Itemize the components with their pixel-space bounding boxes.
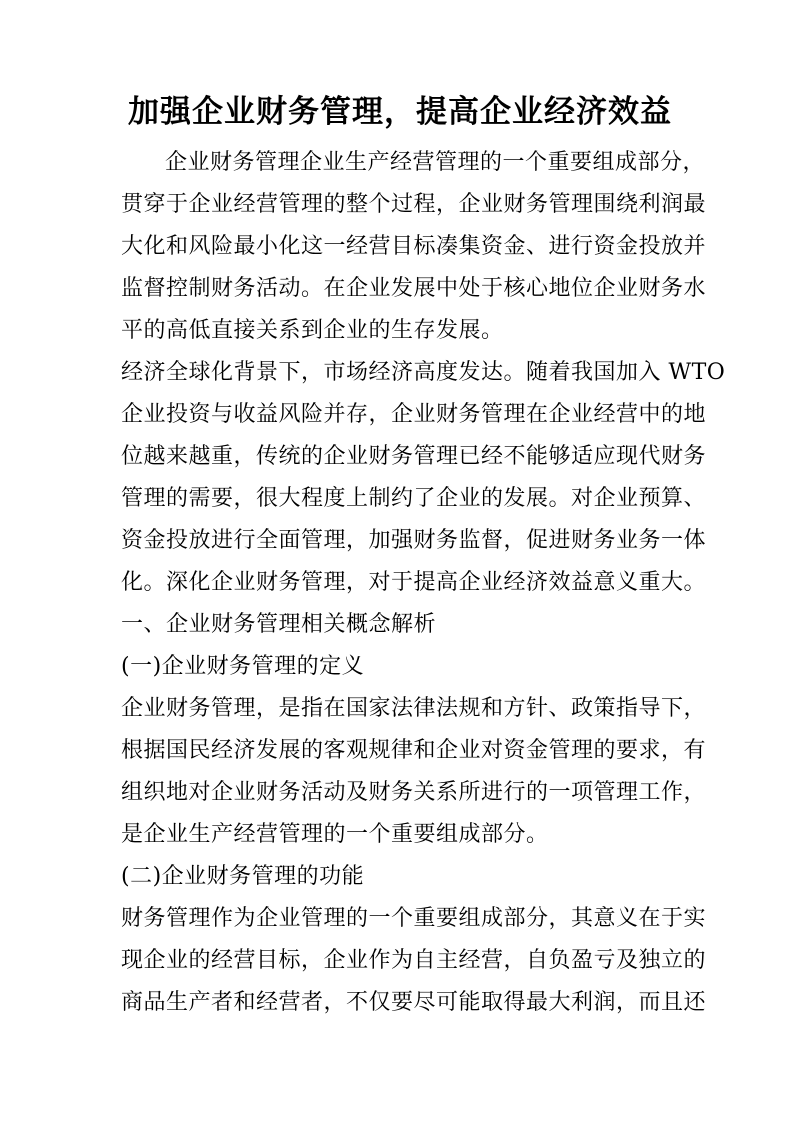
text-line: 财务管理作为企业管理的一个重要组成部分，其意义在于实 — [121, 906, 707, 931]
subsection-heading: (一)企业财务管理的定义 — [121, 654, 365, 679]
section-heading: 一、企业财务管理相关概念解析 — [121, 612, 437, 637]
text-line: 监督控制财务活动。在企业发展中处于核心地位企业财务水 — [121, 276, 707, 301]
text-line: 商品生产者和经营者，不仅要尽可能取得最大利润，而且还 — [121, 990, 707, 1015]
text-line: 平的高低直接关系到企业的生存发展。 — [121, 318, 504, 343]
text-line: 企业投资与收益风险并存，企业财务管理在企业经营中的地 — [121, 402, 707, 427]
subsection-heading: (二)企业财务管理的功能 — [121, 864, 365, 889]
text-line: 资金投放进行全面管理，加强财务监督，促进财务业务一体 — [121, 528, 707, 553]
text-line: 化。深化企业财务管理，对于提高企业经济效益意义重大。 — [121, 570, 707, 595]
text-line: 是企业生产经营管理的一个重要组成部分。 — [121, 822, 549, 847]
text-line: 根据国民经济发展的客观规律和企业对资金管理的要求，有 — [121, 738, 707, 763]
text-line: 位越来越重，传统的企业财务管理已经不能够适应现代财务 — [121, 444, 707, 469]
text-line: 管理的需要，很大程度上制约了企业的发展。对企业预算、 — [121, 486, 707, 511]
text-line: 企业财务管理，是指在国家法律法规和方针、政策指导下， — [121, 696, 707, 721]
text-line: 经济全球化背景下，市场经济高度发达。随着我国加入 WTO — [121, 360, 726, 385]
text-line: 组织地对企业财务活动及财务关系所进行的一项管理工作， — [121, 780, 707, 805]
text-line: 大化和风险最小化这一经营目标凑集资金、进行资金投放并 — [121, 234, 707, 259]
text-line: 企业财务管理企业生产经营管理的一个重要组成部分， — [165, 150, 706, 175]
text-line: 贯穿于企业经营管理的整个过程，企业财务管理围绕利润最 — [121, 192, 707, 217]
text-line: 现企业的经营目标，企业作为自主经营，自负盈亏及独立的 — [121, 948, 707, 973]
document-title: 加强企业财务管理，提高企业经济效益 — [128, 94, 672, 130]
